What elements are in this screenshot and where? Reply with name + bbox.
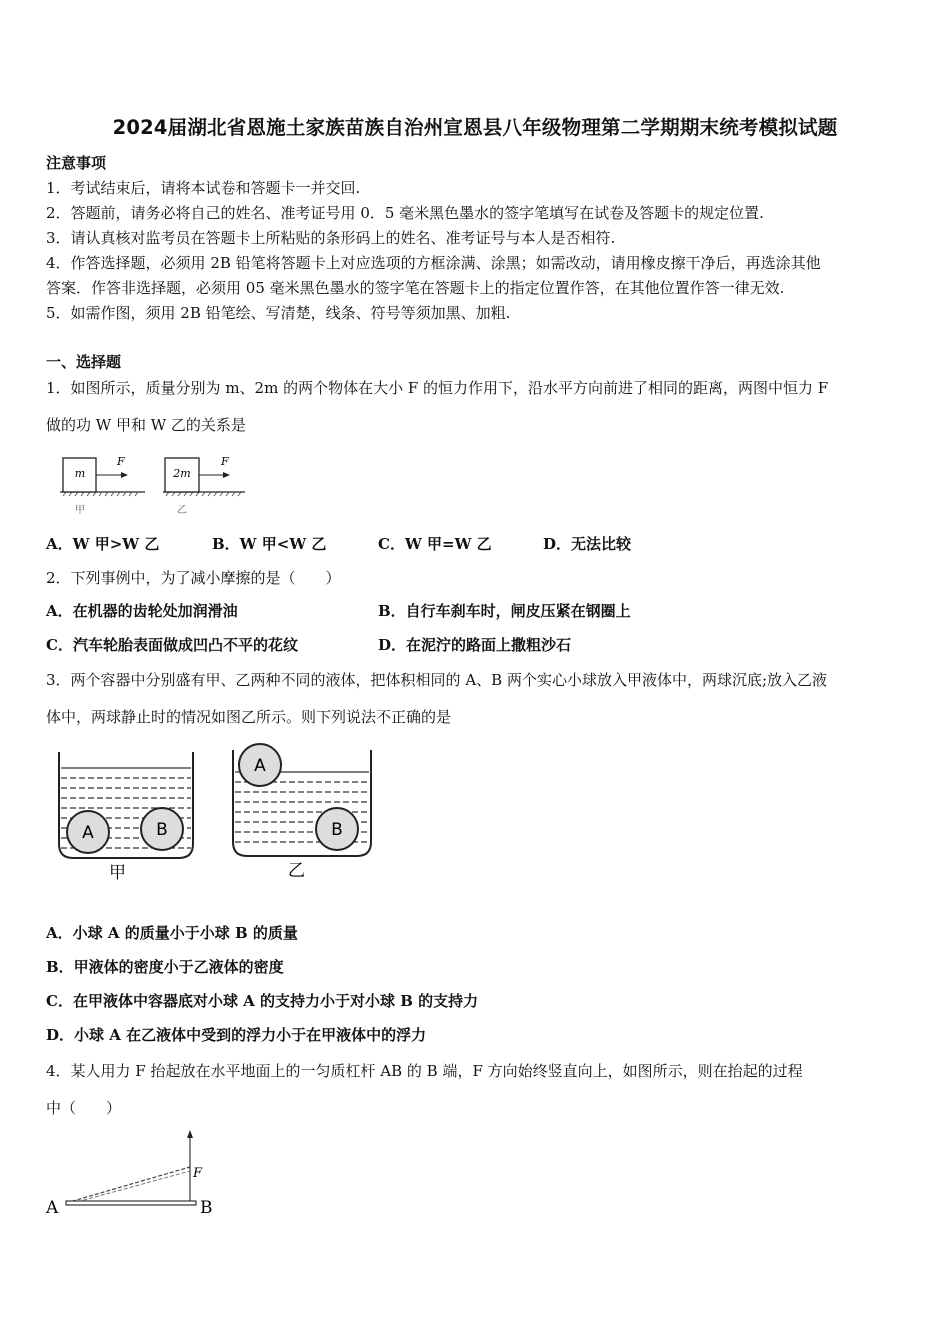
lever-raised xyxy=(66,1167,190,1203)
section-heading: 一、选择题 xyxy=(46,353,122,371)
q2-option-c[interactable]: C．汽车轮胎表面做成凹凸不平的花纹 xyxy=(46,636,298,654)
notice-item: 2．答题前，请务必将自己的姓名、准考证号用 0．5 毫米黑色墨水的签字笔填写在试卷及答题卡的规定位置. xyxy=(46,204,764,222)
label-a: A xyxy=(46,1198,59,1218)
q1-figure xyxy=(55,450,255,520)
q2-stem: 2．下列事例中，为了减小摩擦的是（ ） xyxy=(46,569,341,587)
q3-option-b[interactable]: B．甲液体的密度小于乙液体的密度 xyxy=(46,958,284,976)
q2-option-a[interactable]: A．在机器的齿轮处加润滑油 xyxy=(46,602,238,620)
notice-item: 3．请认真核对监考员在答题卡上所粘贴的条形码上的姓名、准考证号与本人是否相符. xyxy=(46,229,616,247)
q3-stem-line1: 3．两个容器中分别盛有甲、乙两种不同的液体，把体积相同的 A、B 两个实心小球放入甲液体中，两球沉底;放入乙液 xyxy=(46,671,827,689)
caption-yi: 乙 xyxy=(288,861,305,881)
q4-figure xyxy=(40,1125,240,1225)
ball-b-label: B xyxy=(331,820,343,840)
q3-option-d[interactable]: D．小球 A 在乙液体中受到的浮力小于在甲液体中的浮力 xyxy=(46,1026,427,1044)
force-label-2: F xyxy=(221,455,229,468)
caption-jia: 甲 xyxy=(109,863,126,883)
block-2m-label: 2m xyxy=(173,467,191,480)
force-label-1: F xyxy=(117,455,125,468)
page-title: 2024届湖北省恩施土家族苗族自治州宣恩县八年级物理第二学期期末统考模拟试题 xyxy=(112,116,838,139)
container-jia xyxy=(59,752,193,883)
force-label: F xyxy=(193,1166,203,1181)
q1-stem-line2: 做的功 W 甲和 W 乙的关系是 xyxy=(46,416,246,434)
container-yi xyxy=(233,744,371,881)
notice-item: 4．作答选择题，必须用 2B 铅笔将答题卡上对应选项的方框涂满、涂黑；如需改动，请用橡皮擦干净后，再选涂其他 xyxy=(46,254,821,272)
q3-option-c[interactable]: C．在甲液体中容器底对小球 A 的支持力小于对小球 B 的支持力 xyxy=(46,992,479,1010)
ball-a-label: A xyxy=(82,823,94,843)
q1-option-b[interactable]: B．W 甲<W 乙 xyxy=(212,535,327,553)
q1-stem-line1: 1．如图所示，质量分别为 m、2m 的两个物体在大小 F 的恒力作用下，沿水平方向前进了相同的距离，两图中恒力 F xyxy=(46,379,829,397)
block-m-label: m xyxy=(74,467,86,480)
q3-stem-line2: 体中，两球静止时的情况如图乙所示。则下列说法不正确的是 xyxy=(46,708,452,726)
notice-heading: 注意事项 xyxy=(46,154,107,172)
q2-option-d[interactable]: D．在泥泞的路面上撒粗沙石 xyxy=(378,636,572,654)
ball-b-label: B xyxy=(156,820,168,840)
q4-stem-line2: 中（ ） xyxy=(46,1099,122,1117)
ball-a-label: A xyxy=(254,756,266,776)
label-b: B xyxy=(200,1198,213,1218)
notice-item: 1．考试结束后，请将本试卷和答题卡一并交回. xyxy=(46,179,361,197)
q4-stem-line1: 4．某人用力 F 抬起放在水平地面上的一匀质杠杆 AB 的 B 端，F 方向始终竖直向上，如图所示，则在抬起的过程 xyxy=(46,1062,803,1080)
caption-yi: 乙 xyxy=(177,505,187,516)
q3-option-a[interactable]: A．小球 A 的质量小于小球 B 的质量 xyxy=(46,924,298,942)
lever-ab xyxy=(66,1201,196,1205)
q2-option-b[interactable]: B．自行车刹车时，闸皮压紧在钢圈上 xyxy=(378,602,631,620)
notice-item: 5．如需作图，须用 2B 铅笔绘、写清楚，线条、符号等须加黑、加粗. xyxy=(46,304,511,322)
q1-option-a[interactable]: A．W 甲>W 乙 xyxy=(46,535,160,553)
notice-item: 答案．作答非选择题，必须用 05 毫米黑色墨水的签字笔在答题卡上的指定位置作答，在其他位置作答一律无效. xyxy=(46,279,785,297)
q1-option-d[interactable]: D．无法比较 xyxy=(543,535,632,553)
caption-jia: 甲 xyxy=(75,505,85,516)
q3-figure xyxy=(55,740,385,885)
q1-option-c[interactable]: C．W 甲=W 乙 xyxy=(378,535,492,553)
